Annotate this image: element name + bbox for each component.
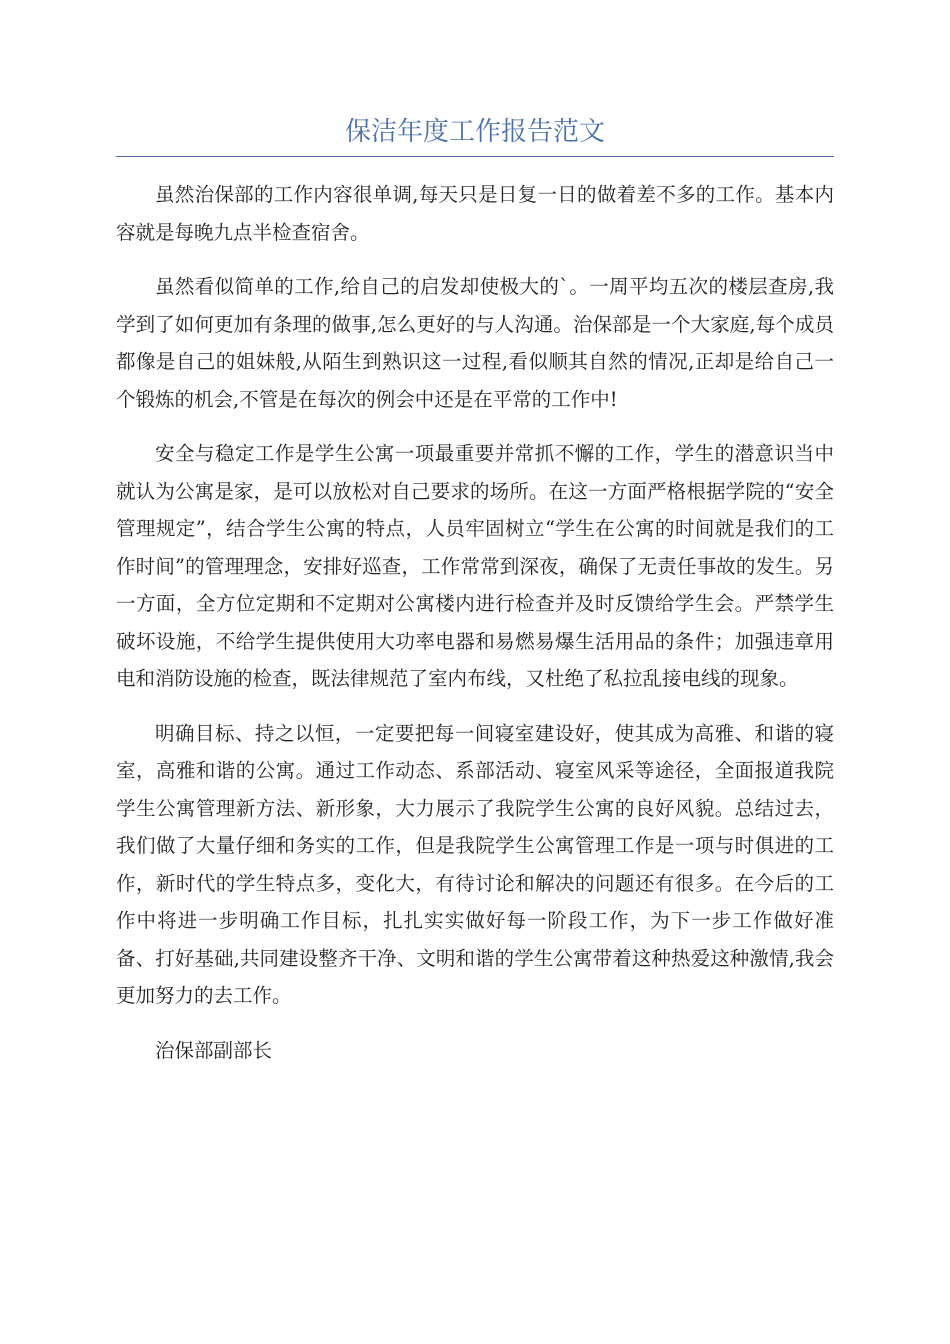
paragraph-2: 虽然看似简单的工作,给自己的启发却使极大的`。一周平均五次的楼层查房,我学到了如何更加有条理的做事,怎么更好的与人沟通。治保部是一个大家庭,每个成员都像是自己的姐妹般,从陌生到熟识这一过程,看似顺其自然的情况,正却是给自己一个锻炼的机会,不管是在每次的例会中还是在平常的工作中! <box>116 275 834 411</box>
paragraph-3: 安全与稳定工作是学生公寓一项最重要并常抓不懈的工作，学生的潜意识当中就认为公寓是家，是可以放松对自己要求的场所。在这一方面严格根据学院的“安全管理规定”，结合学生公寓的特点，人员牢固树立“学生在公寓的时间就是我们的工作时间”的管理理念，安排好巡查，工作常常到深夜，确保了无责任事故的发生。另一方面，全方位定期和不定期对公寓楼内进行检查并及时反馈给学生会。严禁学生破坏设施，不给学生提供使用大功率电器和易燃易爆生活用品的条件；加强违章用电和消防设施的检查，既法律规范了室内布线，又杜绝了私拉乱接电线的现象。 <box>116 442 834 690</box>
document-title: 保洁年度工作报告范文 <box>344 117 605 147</box>
title-block <box>116 112 834 157</box>
paragraph-4: 明确目标、持之以恒，一定要把每一间寝室建设好，使其成为高雅、和谐的寝室，高雅和谐的公寓。通过工作动态、系部活动、寝室风采等途径，全面报道我院学生公寓管理新方法、新形象，大力展示了我院学生公寓的良好风貌。总结过去，我们做了大量仔细和务实的工作，但是我院学生公寓管理工作是一项与时俱进的工作，新时代的学生特点多，变化大，有待讨论和解决的问题还有很多。在今后的工作中将进一步明确工作目标，扎扎实实做好每一阶段工作，为下一步工作做好准备、打好基础,共同建设整齐干净、文明和谐的学生公寓带着这种热爱这种激情,我会更加努力的去工作。 <box>116 721 834 1007</box>
paragraph-1: 虽然治保部的工作内容很单调,每天只是日复一日的做着差不多的工作。基本内容就是每晚九点半检查宿舍。 <box>116 183 834 244</box>
signature-line: 治保部副部长 <box>155 1038 273 1062</box>
document-body <box>116 176 834 1069</box>
